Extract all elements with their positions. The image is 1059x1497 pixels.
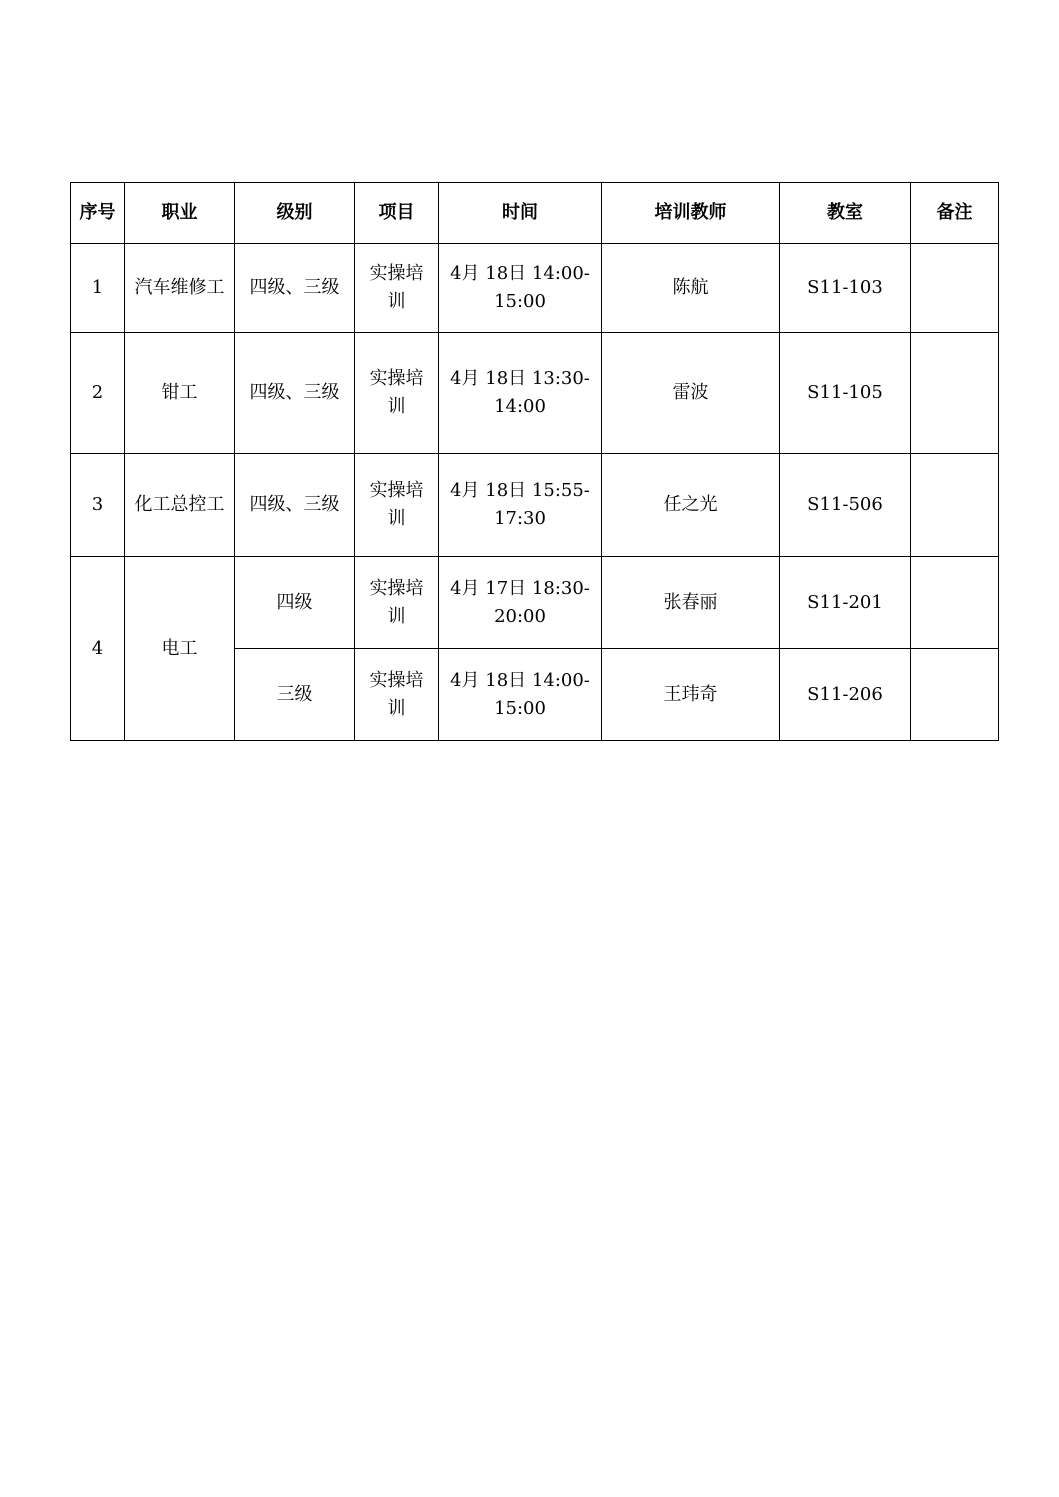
cell-teacher: 雷波	[602, 333, 780, 454]
cell-project: 实操培训	[355, 454, 439, 557]
cell-classroom: S11-201	[780, 557, 911, 649]
cell-time: 4月 18日 13:30-14:00	[439, 333, 602, 454]
header-remark: 备注	[911, 183, 999, 244]
cell-occupation: 化工总控工	[125, 454, 235, 557]
cell-seq: 4	[71, 557, 125, 741]
header-project: 项目	[355, 183, 439, 244]
cell-occupation: 汽车维修工	[125, 244, 235, 333]
cell-seq: 1	[71, 244, 125, 333]
cell-project: 实操培训	[355, 649, 439, 741]
cell-seq: 3	[71, 454, 125, 557]
cell-remark	[911, 244, 999, 333]
header-time: 时间	[439, 183, 602, 244]
cell-seq: 2	[71, 333, 125, 454]
cell-time: 4月 18日 14:00-15:00	[439, 649, 602, 741]
header-occupation: 职业	[125, 183, 235, 244]
table-row	[71, 244, 999, 333]
table-row	[71, 557, 999, 649]
cell-project: 实操培训	[355, 244, 439, 333]
cell-level: 四级、三级	[235, 333, 355, 454]
cell-level: 四级、三级	[235, 454, 355, 557]
header-classroom: 教室	[780, 183, 911, 244]
cell-teacher: 王玮奇	[602, 649, 780, 741]
header-seq: 序号	[71, 183, 125, 244]
cell-classroom: S11-506	[780, 454, 911, 557]
cell-remark	[911, 557, 999, 649]
cell-remark	[911, 649, 999, 741]
cell-level: 三级	[235, 649, 355, 741]
table-header-row	[71, 183, 999, 244]
table-row	[71, 333, 999, 454]
cell-teacher: 任之光	[602, 454, 780, 557]
cell-teacher: 张春丽	[602, 557, 780, 649]
cell-remark	[911, 333, 999, 454]
cell-project: 实操培训	[355, 557, 439, 649]
header-teacher: 培训教师	[602, 183, 780, 244]
cell-occupation: 电工	[125, 557, 235, 741]
cell-time: 4月 18日 14:00-15:00	[439, 244, 602, 333]
table-row	[71, 454, 999, 557]
cell-remark	[911, 454, 999, 557]
cell-time: 4月 18日 15:55-17:30	[439, 454, 602, 557]
cell-occupation: 钳工	[125, 333, 235, 454]
cell-time: 4月 17日 18:30-20:00	[439, 557, 602, 649]
cell-classroom: S11-103	[780, 244, 911, 333]
cell-teacher: 陈航	[602, 244, 780, 333]
cell-classroom: S11-105	[780, 333, 911, 454]
training-schedule-table	[70, 182, 999, 741]
cell-project: 实操培训	[355, 333, 439, 454]
cell-classroom: S11-206	[780, 649, 911, 741]
cell-level: 四级、三级	[235, 244, 355, 333]
cell-level: 四级	[235, 557, 355, 649]
header-level: 级别	[235, 183, 355, 244]
